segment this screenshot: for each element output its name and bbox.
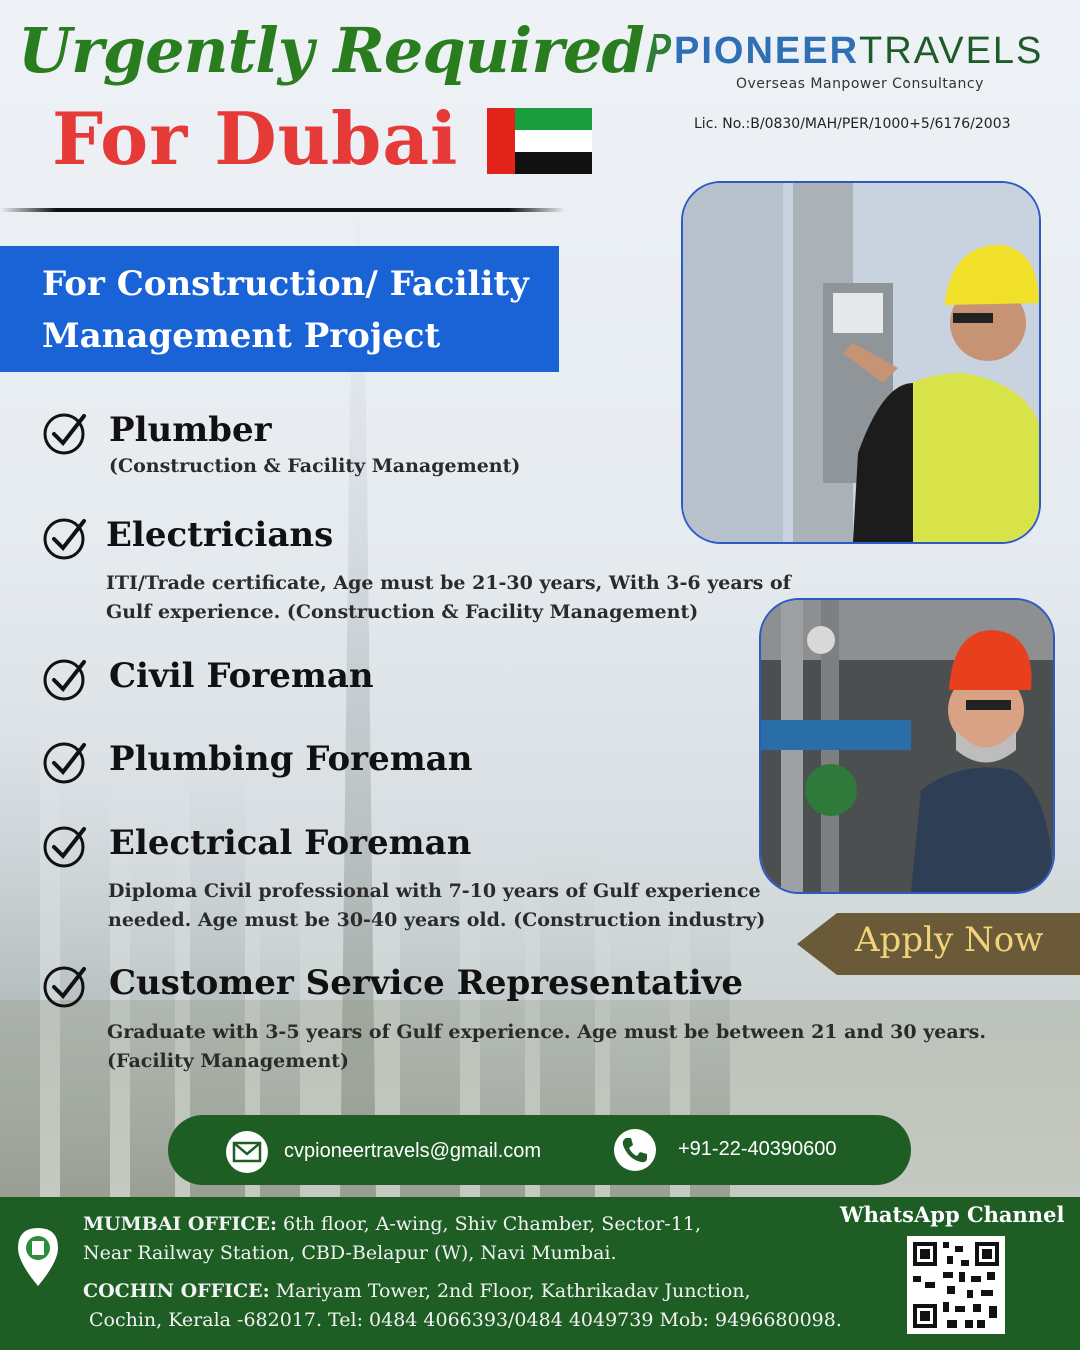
brand-name-part1: PIONEER xyxy=(674,30,860,72)
job-description-line: (Construction & Facility Management) xyxy=(109,455,521,477)
job-title: Electrical Foreman xyxy=(109,823,472,863)
cochin-office-address: Mariyam Tower, 2nd Floor, Kathrikadav Junction, xyxy=(269,1280,751,1302)
job-description-line: (Facility Management) xyxy=(107,1050,350,1072)
headline-for-dubai: For Dubai xyxy=(52,96,459,181)
qr-code[interactable] xyxy=(907,1236,1005,1334)
foreman-photo xyxy=(759,598,1055,894)
job-title: Plumbing Foreman xyxy=(109,739,473,779)
check-circle-icon xyxy=(42,656,88,702)
divider-line xyxy=(0,208,565,212)
check-circle-icon xyxy=(42,515,88,561)
job-description-line: Gulf experience. (Construction & Facility Management) xyxy=(106,601,699,623)
job-description-line: Diploma Civil professional with 7-10 years of Gulf experience xyxy=(108,880,761,902)
mumbai-office-line-1 xyxy=(83,1213,701,1235)
contact-email[interactable]: cvpioneertravels@gmail.com xyxy=(284,1140,542,1162)
license-number: Lic. No.:B/0830/MAH/PER/1000+5/6176/2003 xyxy=(694,116,1011,132)
location-pin-icon xyxy=(16,1226,60,1288)
banner-line-1: For Construction/ Facility xyxy=(42,264,529,304)
cochin-office-label: COCHIN OFFICE: xyxy=(83,1280,270,1302)
cochin-office-line-1 xyxy=(83,1280,751,1302)
mumbai-office-address: 6th floor, A-wing, Shiv Chamber, Sector-11, xyxy=(276,1213,702,1235)
job-title: Customer Service Representative xyxy=(109,963,744,1003)
brand-tagline: Overseas Manpower Consultancy xyxy=(736,76,984,92)
check-circle-icon xyxy=(42,410,88,456)
job-title: Civil Foreman xyxy=(109,656,374,696)
uae-flag-icon xyxy=(487,108,592,174)
phone-icon xyxy=(614,1129,656,1171)
pioneer-travels-logo xyxy=(640,26,1060,96)
electrician-photo xyxy=(681,181,1041,544)
mumbai-office-label: MUMBAI OFFICE: xyxy=(83,1213,277,1235)
job-description-line: ITI/Trade certificate, Age must be 21-30 years, With 3-6 years of xyxy=(106,572,791,594)
brand-name xyxy=(674,30,1043,73)
job-description-line: needed. Age must be 30-40 years old. (Construction industry) xyxy=(108,909,766,931)
apply-now-label[interactable]: Apply Now xyxy=(855,920,1044,960)
mumbai-office-line-2: Near Railway Station, CBD-Belapur (W), Navi Mumbai. xyxy=(83,1242,617,1264)
check-circle-icon xyxy=(42,963,88,1009)
contact-phone[interactable]: +91-22-40390600 xyxy=(678,1138,837,1160)
whatsapp-channel-title: WhatsApp Channel xyxy=(840,1202,1065,1227)
job-title: Electricians xyxy=(106,515,334,555)
check-circle-icon xyxy=(42,739,88,785)
cochin-office-line-2: Cochin, Kerala -682017. Tel: 0484 4066393/0484 4049739 Mob: 9496680098. xyxy=(89,1309,842,1331)
project-banner xyxy=(0,246,559,372)
job-title: Plumber xyxy=(109,410,272,450)
envelope-icon xyxy=(226,1131,268,1173)
headline-urgently-required: Urgently Required xyxy=(18,14,644,87)
job-description-line: Graduate with 3-5 years of Gulf experience. Age must be between 21 and 30 years. xyxy=(107,1021,986,1043)
brand-name-part2: TRAVELS xyxy=(859,30,1044,72)
check-circle-icon xyxy=(42,823,88,869)
banner-line-2: Management Project xyxy=(42,316,441,356)
pioneer-logo-icon xyxy=(640,30,674,74)
